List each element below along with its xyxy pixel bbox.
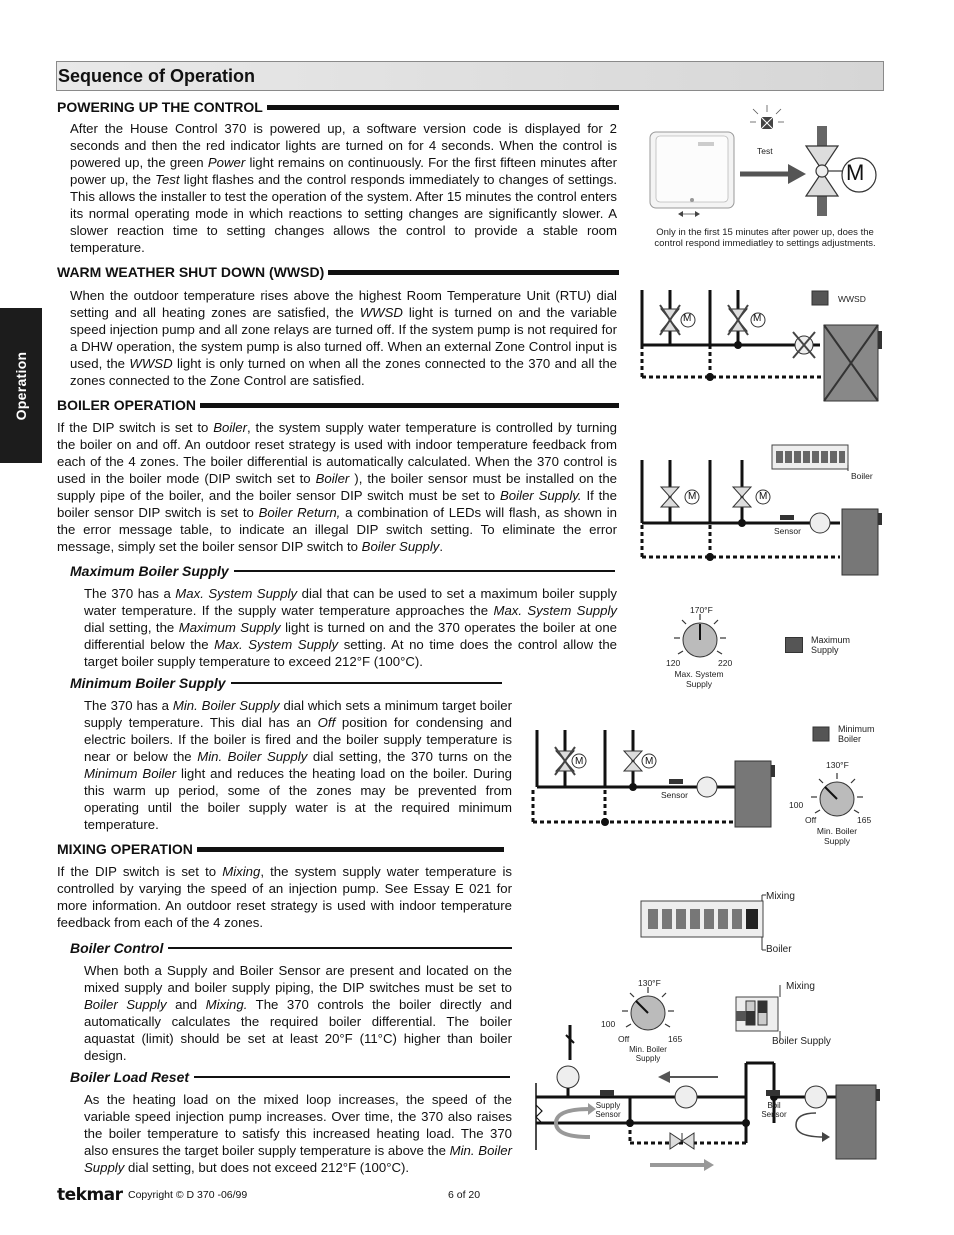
dial-high-value: 165	[668, 1034, 683, 1044]
label-line: Sensor	[595, 1110, 621, 1119]
minimum-boiler-label	[838, 724, 875, 744]
caption-line: Min. Boiler	[629, 1045, 667, 1054]
text-em: Maximum Supply	[178, 620, 281, 635]
motor-m-label: M	[753, 313, 762, 324]
text-run: and	[166, 997, 206, 1012]
dial-high-value: 220	[718, 658, 733, 668]
paragraph-powering-up	[70, 120, 617, 256]
supply-sensor-label	[588, 1101, 628, 1119]
text-run: After the House Control 370 is powered up, a software version code is displayed for 2 seconds and then the red indicator lights are turned on for 4 seconds. When the control is powered up, the green	[70, 121, 617, 170]
text-em: WWSD	[359, 305, 403, 320]
text-run: , the system supply water temperature is controlled by turning the boiler on and off. An outdoor reset strategy is used with indoor temperature feedback from each of the 4 zones. The boiler differential is automatically calculated. When the 370 control is used in the boiler mode (DIP switch set to	[57, 420, 617, 486]
caption-line: Max. System	[674, 669, 724, 679]
test-label: Test	[757, 146, 773, 156]
label-line: Boil	[767, 1101, 781, 1110]
dial-low-value: 120	[666, 658, 681, 668]
dial-off-value: Off	[805, 815, 817, 825]
text-em: Boiler Supply	[361, 539, 440, 554]
motor-m-label: M	[759, 491, 768, 502]
sensor-label: Sensor	[774, 526, 801, 536]
side-tab	[0, 308, 42, 463]
heading-rule	[200, 403, 619, 408]
text-run: When both a Supply and Boiler Sensor are present and located on the mixed supply and boiler supply piping, the DIP switches must be set to	[84, 963, 512, 995]
heading-rule	[234, 570, 615, 572]
text-em: Boiler Supply	[84, 997, 167, 1012]
dial-caption	[802, 826, 872, 846]
paragraph-boiler-load-reset	[84, 1091, 512, 1176]
label-line: Minimum	[838, 724, 875, 734]
text-run: , the system supply water temperature is controlled by varying the speed of an injection pump. See Essay E 021 for more information. An outdoor reset strategy is used with indoor temperature feedback from each of the 4 zones.	[57, 864, 512, 930]
boiler-supply-label: Boiler Supply	[772, 1036, 831, 1047]
text-em: Mixing	[222, 864, 261, 879]
dial-top-value: 130°F	[826, 760, 849, 770]
text-em: Power	[207, 155, 246, 170]
text-run: The 370 controls the boiler directly and automatically calculates the required boiler differential. The boiler aquastat (limit) should be set at least 20°F (11°C) higher than boiler design.	[84, 997, 512, 1063]
text-run: a combination of LEDs will flash, as shown in the error message table, to indicate an illegal DIP switch setting. To eliminate the error message, simply set the boiler sensor DIP switch to	[57, 505, 617, 554]
paragraph-boiler-control	[84, 962, 512, 1064]
text-run: light is turned on and the variable speed injection pump and all zone relays are turned off. If the system pump is not required for a DHW operation, the system pump is also turned off. When an external Zone Control input is used, the	[70, 305, 617, 371]
text-run: dial setting, the	[84, 620, 179, 635]
text-run: position for condensing and electric boilers. If the boiler is fired and the boiler supply temperature is near or below the	[84, 715, 512, 764]
text-em: Minimum Boiler	[84, 766, 177, 781]
footer-page-number: 6 of 20	[448, 1189, 481, 1201]
text-run: If the DIP switch is set to	[57, 864, 223, 879]
text-run: The 370 has a	[84, 698, 173, 713]
text-run: light flashes and the control responds immediately to changes of settings. This allows the installer to test the operation of the system. After 15 minutes the control enters its normal operating mode in which reactions to setting changes are significantly slower. A slower reaction time to setting changes allows the control to provide a stable room temperature.	[70, 172, 617, 255]
heading-text: BOILER OPERATION	[57, 397, 196, 413]
text-em: WWSD	[129, 356, 173, 371]
boiler-label: Boiler	[766, 944, 792, 955]
dial-left-value: 100	[789, 800, 804, 810]
text-em: Min. Boiler Supply	[172, 698, 280, 713]
heading-minimum-boiler-supply	[70, 675, 502, 691]
text-run: light and reduces the heating load on the boiler. During this warm up period, some of the zones may be prevented from operating until the boiler supply water is at the required minimum temperature.	[84, 766, 512, 832]
label-line: Supply	[811, 645, 839, 655]
caption-line: Supply	[635, 1054, 661, 1063]
text-em: Max. System Supply	[493, 603, 617, 618]
figure-mixing-dip-switch	[640, 895, 780, 955]
paragraph-wwsd	[70, 287, 617, 389]
heading-text: WARM WEATHER SHUT DOWN (WWSD)	[57, 264, 325, 280]
text-run: dial setting, but does not exceed 212°F (100°C).	[124, 1160, 410, 1175]
heading-rule	[168, 947, 512, 949]
text-em: Min. Boiler Supply	[197, 749, 308, 764]
motor-m-label: M	[683, 313, 692, 324]
figure-1-caption: Only in the first 15 minutes after power up, does the control respond immediatley to settings adjustments.	[654, 227, 876, 249]
text-run: dial which sets a minimum target boiler supply temperature. This dial has an	[84, 698, 513, 730]
heading-rule	[231, 682, 502, 684]
heading-text: Maximum Boiler Supply	[70, 563, 229, 579]
heading-text: Minimum Boiler Supply	[70, 675, 226, 691]
heading-rule	[197, 847, 504, 852]
motor-m-label: M	[688, 491, 697, 502]
label-line: Sensor	[761, 1110, 787, 1119]
boil-sensor-label	[754, 1101, 794, 1119]
side-tab-label: Operation	[13, 351, 29, 420]
heading-mixing-operation	[57, 841, 504, 857]
heading-boiler-operation	[57, 397, 619, 413]
sensor-label: Sensor	[661, 790, 688, 800]
mixing-label: Mixing	[766, 891, 795, 902]
heading-powering-up	[57, 99, 619, 115]
heading-wwsd	[57, 264, 619, 280]
heading-rule	[194, 1076, 510, 1078]
mixing-label: Mixing	[786, 981, 815, 992]
paragraph-mixing-operation	[57, 863, 512, 931]
motor-m-label: M	[575, 756, 584, 767]
paragraph-boiler-operation	[57, 419, 617, 555]
text-run: The 370 has a	[84, 586, 176, 601]
text-run: dial setting, the 370 turns on the	[307, 749, 512, 764]
motor-m-label: M	[846, 160, 865, 185]
maximum-supply-light	[785, 637, 803, 653]
heading-maximum-boiler-supply	[70, 563, 615, 579]
text-em: Max. System Supply	[175, 586, 298, 601]
text-run: If the DIP switch is set to	[57, 420, 214, 435]
paragraph-maximum-boiler-supply	[84, 585, 617, 670]
wwsd-label: WWSD	[838, 294, 866, 304]
dial-high-value: 165	[857, 815, 872, 825]
maximum-supply-label	[811, 635, 850, 655]
figure-minimum-boiler-diagram	[525, 725, 885, 830]
text-run: light remains on continuously. For the first fifteen minutes after power up, the	[70, 155, 617, 187]
motor-m-label: M	[645, 756, 654, 767]
paragraph-minimum-boiler-supply	[84, 697, 512, 833]
text-em: Off	[317, 715, 336, 730]
footer-copyright: Copyright © D 370 -06/99	[128, 1189, 248, 1201]
label-line: Maximum	[811, 635, 851, 645]
heading-text: Boiler Control	[70, 940, 164, 956]
caption-line: Min. Boiler	[816, 826, 858, 836]
text-run: When the outdoor temperature rises above the highest Room Temperature Unit (RTU) dial setting and all heating zones are satisfied, the	[70, 288, 617, 320]
text-run: ), the boiler sensor must be installed on the supply pipe of the boiler, and the boiler sensor DIP switch must be set to	[57, 471, 617, 503]
figure-boiler-diagram	[630, 445, 890, 580]
dial-top-value: 170°F	[690, 605, 713, 615]
text-em: Min. Boiler Supply	[84, 1143, 512, 1175]
text-em: Boiler	[213, 420, 247, 435]
text-em: Max. System Supply	[214, 637, 339, 652]
text-em: Boiler Supply.	[499, 488, 582, 503]
text-run: dial that can be used to set a maximum boiler supply water temperature. If the supply water temperature approaches the	[84, 586, 617, 618]
text-run: setting. At no time does the control allow the target boiler supply temperature to exceed 212°F (100°C).	[84, 637, 617, 669]
text-run: light is only turned on when all the zones connected to the 370 and all the zones connected to the Zone Control are satisfied.	[70, 356, 617, 388]
dial-top-value: 130°F	[638, 978, 661, 988]
caption-line: Supply	[686, 679, 712, 689]
text-em: Test	[155, 172, 180, 187]
dial-caption	[613, 1045, 683, 1063]
dial-caption	[664, 669, 734, 689]
text-run: As the heating load on the mixed loop increases, the speed of the variable speed injection pump increases. Over time, the 370 also raises the boiler temperature to satisfy this increased heating load. The 370 also ensures the target boiler supply temperature is above the	[84, 1092, 512, 1158]
tekmar-logo: tekmar	[57, 1185, 123, 1205]
caption-line: Supply	[824, 836, 850, 846]
figure-mixing-system-diagram	[530, 975, 890, 1175]
dial-left-value: 100	[601, 1019, 616, 1029]
label-line: Supply	[595, 1101, 621, 1110]
text-run: .	[439, 539, 444, 554]
heading-boiler-load-reset	[70, 1069, 510, 1085]
heading-rule	[267, 105, 619, 110]
label-line: Boiler	[838, 734, 862, 744]
heading-rule	[328, 270, 619, 275]
text-run: If the boiler sensor DIP switch is set to	[57, 488, 617, 520]
boiler-dip-label: Boiler	[851, 471, 873, 481]
text-em: Boiler	[315, 471, 350, 486]
text-em: Mixing.	[205, 997, 248, 1012]
text-em: Boiler Return,	[258, 505, 341, 520]
heading-text: MIXING OPERATION	[57, 841, 193, 857]
heading-text: POWERING UP THE CONTROL	[57, 99, 263, 115]
page-title: Sequence of Operation	[58, 66, 256, 86]
heading-boiler-control	[70, 940, 512, 956]
dial-off-value: Off	[618, 1034, 630, 1044]
heading-text: Boiler Load Reset	[70, 1069, 190, 1085]
text-run: light is turned on and the 370 operates the boiler at one differential below the	[84, 620, 617, 652]
